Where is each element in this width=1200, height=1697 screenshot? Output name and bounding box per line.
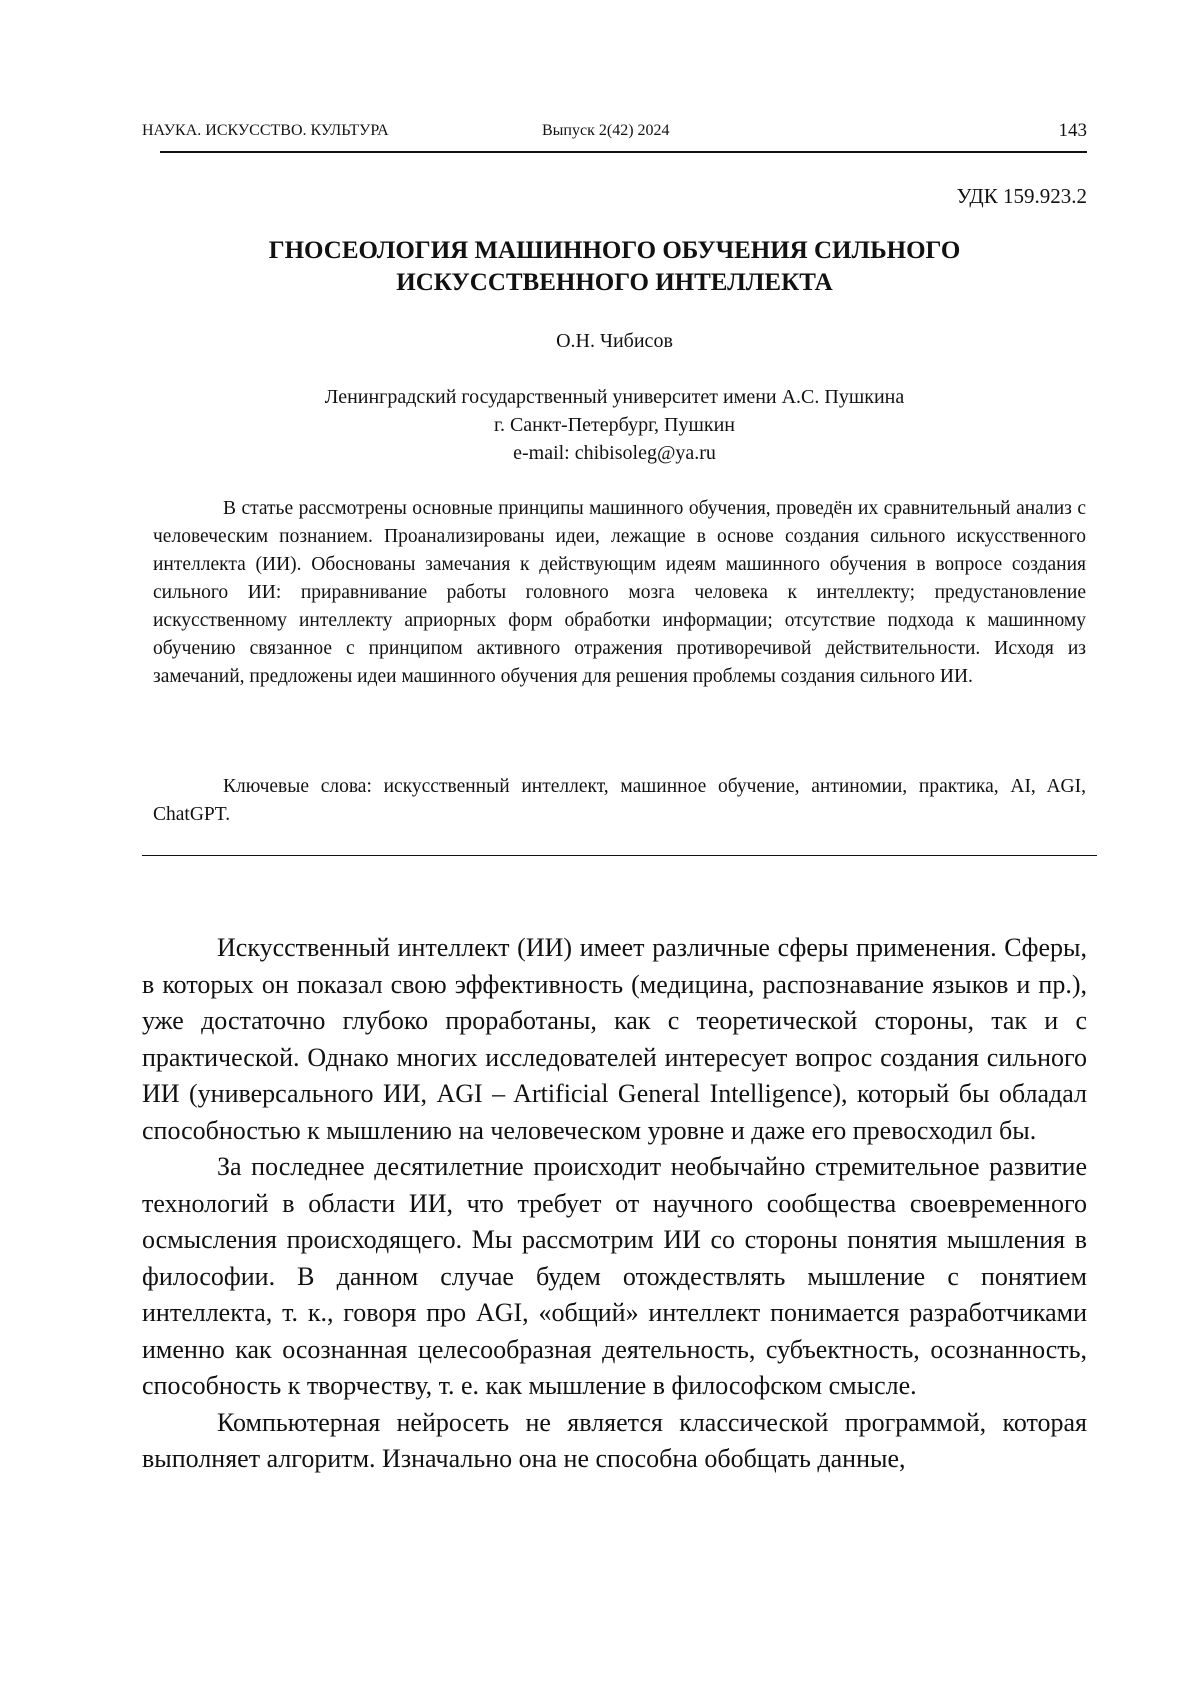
city-name: г. Санкт-Петербург, Пушкин (142, 411, 1087, 439)
udk-code: УДК 159.923.2 (957, 184, 1087, 209)
page-number: 143 (1059, 120, 1088, 142)
author-email: e-mail: chibisoleg@ya.ru (142, 439, 1087, 467)
article-title (142, 235, 1087, 299)
running-header (142, 120, 1087, 150)
section-divider (142, 855, 1097, 856)
article-page (0, 0, 1200, 1697)
body-paragraph: Компьютерная нейросеть не является классической программой, которая выполняет алгоритм. Изначально она не способна обобщать данные, (142, 1405, 1087, 1478)
issue-label: Выпуск 2(42) 2024 (542, 122, 670, 140)
body-text (142, 930, 1087, 1478)
author-name: О.Н. Чибисов (142, 330, 1087, 353)
body-paragraph: Искусственный интеллект (ИИ) имеет различные сферы применения. Сферы, в которых он показал свою эффективность (медицина, распознавание языков и пр.), уже достаточно глубоко проработаны, как с теоретической стороны, так и с практической. Однако многих исследователей интересует вопрос создания сильного ИИ (универсального ИИ, AGI – Artificial General Intelligence), который бы обладал способностью к мышлению на человеческом уровне и даже его превосходил бы. (142, 930, 1087, 1149)
body-paragraph: За последнее десятилетние происходит необычайно стремительное развитие технологий в области ИИ, что требует от научного сообщества своевременного осмысления происходящего. Мы рассмотрим ИИ со стороны понятия мышления в философии. В данном случае будем отождествлять мышление с понятием интеллекта, т. к., говоря про AGI, «общий» интеллект понимается разработчиками именно как осознанная целесообразная деятельность, субъектность, осознанность, способность к творчеству, т. е. как мышление в философском смысле. (142, 1149, 1087, 1405)
affiliation-block (142, 383, 1087, 467)
title-line-2: ИСКУССТВЕННОГО ИНТЕЛЛЕКТА (396, 269, 832, 296)
title-line-1: ГНОСЕОЛОГИЯ МАШИННОГО ОБУЧЕНИЯ СИЛЬНОГО (269, 237, 961, 264)
header-rule (160, 151, 1087, 153)
university-name: Ленинградский государственный университет имени А.С. Пушкина (142, 383, 1087, 411)
keywords: Ключевые слова: искусственный интеллект, машинное обучение, антиномии, практика, AI, AGI, ChatGPT. (153, 773, 1086, 829)
abstract: В статье рассмотрены основные принципы машинного обучения, проведён их сравнительный анализ с человеческим познанием. Проанализированы идеи, лежащие в основе создания сильного искусственного интеллекта (ИИ). Обоснованы замечания к действующим идеям машинного обучения в вопросе создания сильного ИИ: приравнивание работы головного мозга человека к интеллекту; предустановление искусственному интеллекту априорных форм обработки информации; отсутствие подхода к машинному обучению связанное с принципом активного отражения противоречивой действительности. Исходя из замечаний, предложены идеи машинного обучения для решения проблемы создания сильного ИИ. (153, 495, 1086, 691)
journal-name: НАУКА. ИСКУССТВО. КУЛЬТУРА (142, 122, 389, 140)
